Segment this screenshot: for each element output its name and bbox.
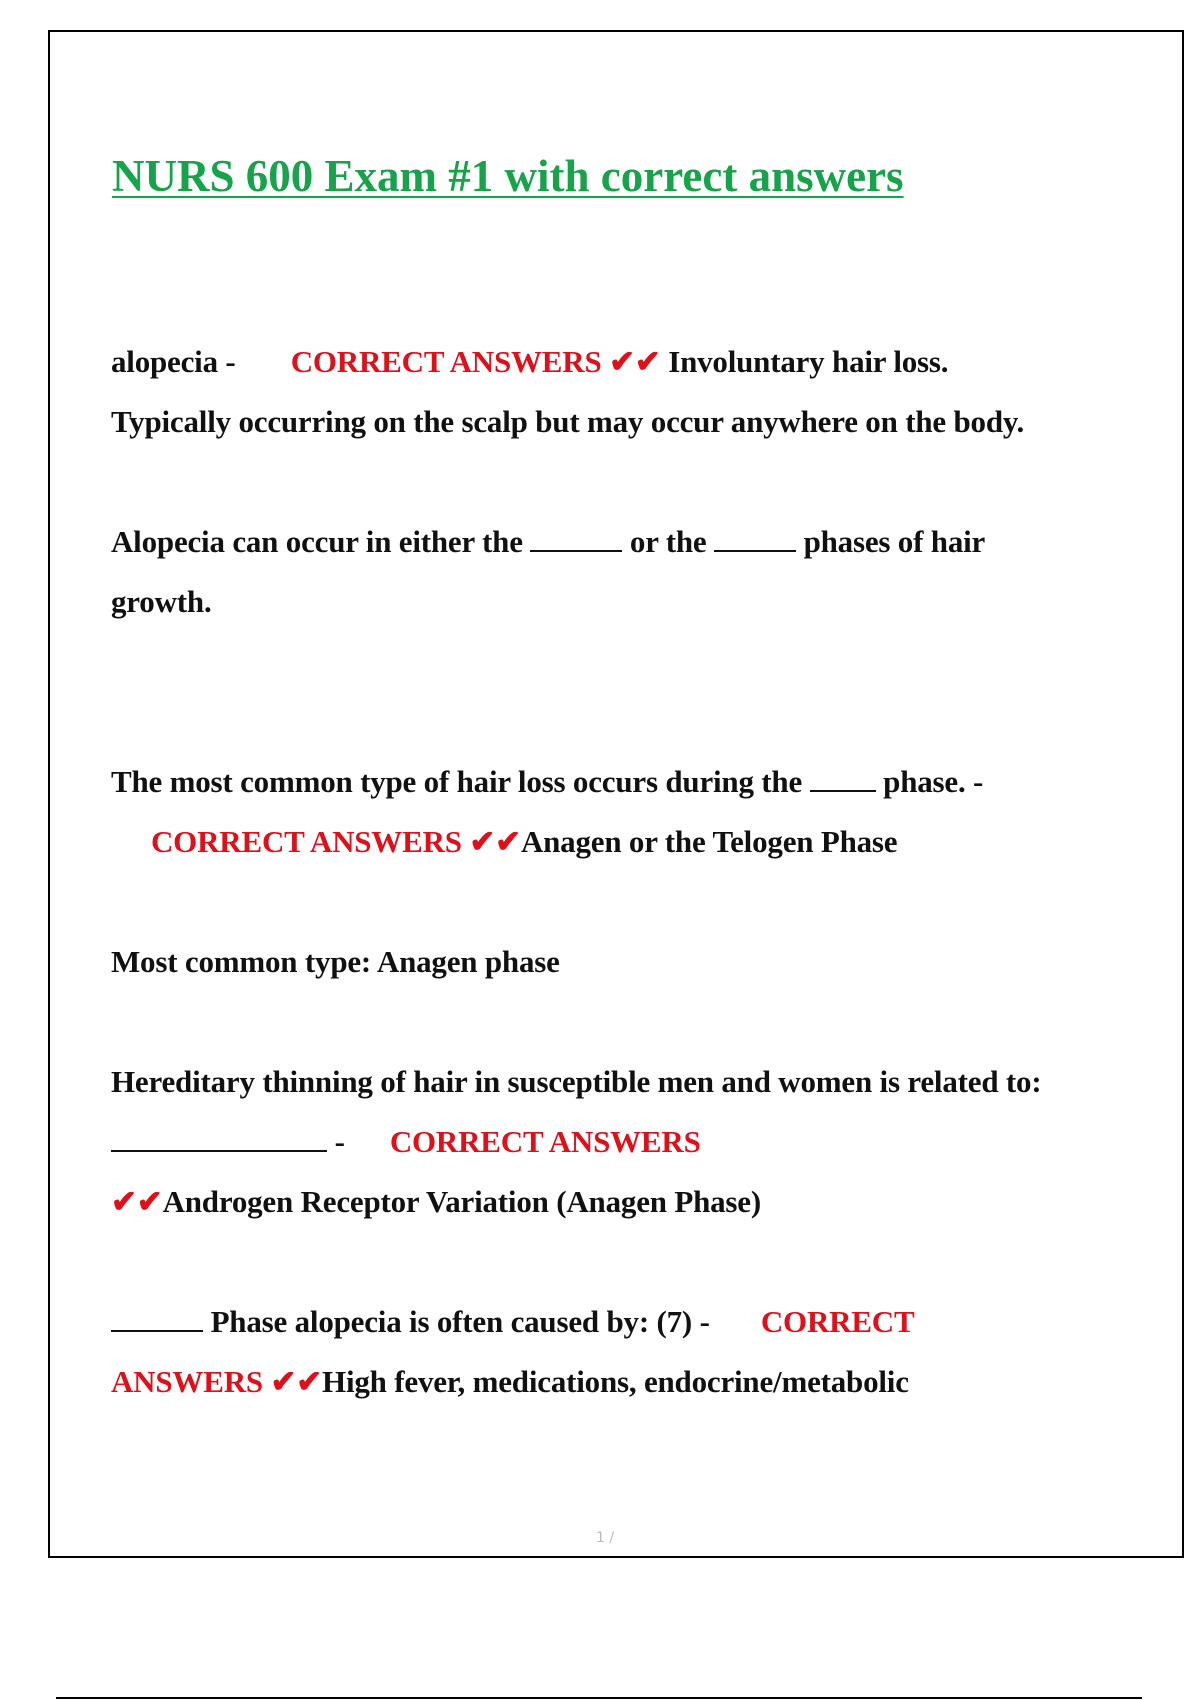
question-item-hair-growth-phases — [111, 512, 1071, 632]
fill-in-blank — [111, 1305, 203, 1332]
fill-in-blank — [530, 525, 622, 552]
question-prompt: alopecia - — [111, 344, 236, 379]
question-answer: Involuntary hair loss. Typically occurring on the scalp but may occur anywhere on the body. — [111, 344, 1024, 439]
note-text: Most common type: Anagen phase — [111, 944, 560, 979]
checkmark-icon: ✔✔ — [111, 1184, 163, 1219]
question-prompt-part: The most common type of hair loss occurs during the — [111, 764, 803, 799]
question-item-common-hair-loss — [111, 752, 1071, 872]
fill-in-blank — [714, 525, 796, 552]
question-list — [111, 332, 1071, 1412]
correct-answers-label: CORRECT ANSWERS — [290, 344, 602, 379]
question-item-phase-alopecia-causes — [111, 1292, 1071, 1412]
question-prompt-part: or the — [629, 524, 707, 559]
question-prompt-part: Hereditary thinning of hair in susceptible men and women is related to: — [111, 1064, 1042, 1099]
correct-answers-label: CORRECT — [760, 1304, 915, 1339]
document-title: NURS 600 Exam #1 with correct answers — [112, 151, 904, 201]
question-prompt-part: phase. - — [883, 764, 984, 799]
page-number: 1 / — [596, 1530, 615, 1546]
note-most-common-type — [111, 932, 1071, 992]
checkmark-icon: ✔✔ — [609, 344, 661, 379]
fill-in-blank — [810, 765, 876, 792]
question-prompt-part: - — [334, 1124, 345, 1159]
question-answer: Anagen or the Telogen Phase — [520, 824, 898, 859]
question-prompt-part: phases of hair growth. — [111, 524, 985, 619]
question-item-alopecia — [111, 332, 1071, 452]
document-page — [48, 30, 1184, 1558]
question-prompt-part: Alopecia can occur in either the — [111, 524, 523, 559]
correct-answers-label: CORRECT ANSWERS — [151, 824, 462, 859]
question-answer: High fever, medications, endocrine/metabolic — [322, 1364, 909, 1399]
correct-answers-label: CORRECT ANSWERS — [389, 1124, 701, 1159]
question-prompt-part: Phase alopecia is often caused by: (7) - — [210, 1304, 710, 1339]
checkmark-icon: ✔✔ — [469, 824, 521, 859]
question-answer: Androgen Receptor Variation (Anagen Phase) — [162, 1184, 761, 1219]
checkmark-icon: ✔✔ — [270, 1364, 323, 1399]
bottom-divider — [56, 1697, 1142, 1699]
correct-answers-label: ANSWERS — [111, 1364, 263, 1399]
fill-in-blank — [111, 1125, 327, 1152]
question-item-hereditary-thinning — [111, 1052, 1071, 1232]
